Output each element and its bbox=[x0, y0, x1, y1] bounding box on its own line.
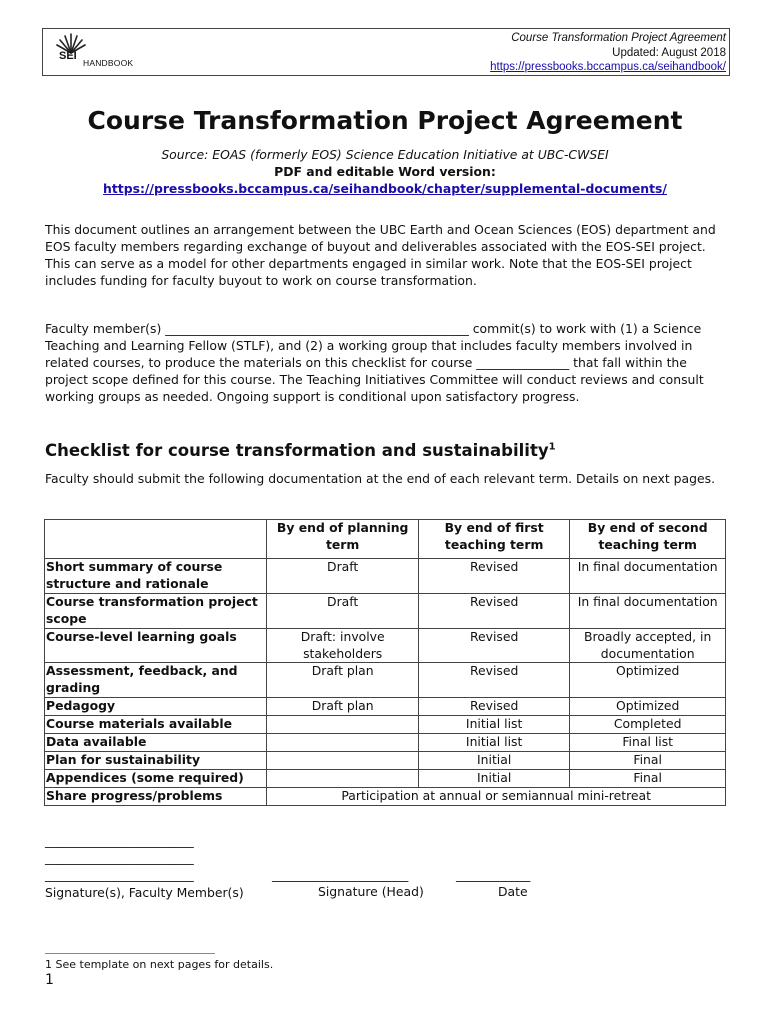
row-cell: Revised bbox=[418, 593, 569, 628]
row-cell: Initial list bbox=[418, 716, 569, 734]
row-cell: Revised bbox=[418, 628, 569, 663]
row-label: Appendices (some required) bbox=[45, 769, 267, 787]
table-row bbox=[45, 559, 726, 594]
head-signature-label: Signature (Head) bbox=[318, 884, 424, 900]
page-title: Course Transformation Project Agreement bbox=[87, 106, 683, 135]
row-cell: In final documentation bbox=[570, 593, 726, 628]
row-label: Data available bbox=[45, 734, 267, 752]
row-cell: Optimized bbox=[570, 698, 726, 716]
row-cell: Final bbox=[570, 751, 726, 769]
row-cell: Draft bbox=[267, 559, 419, 594]
table-row bbox=[45, 734, 726, 752]
row-cell bbox=[267, 769, 419, 787]
table-header-cell bbox=[45, 520, 267, 559]
commit-paragraph: Faculty member(s) _________________________________________________ commit(s) to work with (1) a Science Teaching and Learning Fellow (STLF), and (2) a working group that includes faculty members involved in related courses, to produce the materials on this checklist for course _______________ that fall within the project scope defined for this course. The Teaching Initiatives Committee will conduct reviews and consult working groups as needed. Ongoing support is conditional upon satisfactory progress. bbox=[45, 321, 704, 404]
checklist-intro: Faculty should submit the following documentation at the end of each relevant term. Details on next pages. bbox=[45, 471, 716, 486]
footnote-mark: 1 bbox=[548, 441, 556, 453]
source-block bbox=[0, 146, 770, 197]
table-header-row bbox=[45, 520, 726, 559]
pdf-line: PDF and editable Word version: bbox=[274, 164, 496, 179]
row-cell bbox=[267, 751, 419, 769]
table-row bbox=[45, 751, 726, 769]
row-label: Course-level learning goals bbox=[45, 628, 267, 663]
footnote: 1 See template on next pages for details. bbox=[45, 958, 274, 971]
row-cell: Revised bbox=[418, 559, 569, 594]
header-info bbox=[490, 31, 726, 75]
row-cell: Draft bbox=[267, 593, 419, 628]
faculty-signature-label: Signature(s), Faculty Member(s) bbox=[45, 884, 244, 900]
head-signature-block bbox=[272, 866, 424, 900]
checklist-heading-text: Checklist for course transformation and sustainability bbox=[45, 441, 549, 460]
row-cell bbox=[267, 734, 419, 752]
row-label: Short summary of course structure and rationale bbox=[45, 559, 267, 594]
logo-sei-text: SEI bbox=[59, 50, 77, 62]
row-cell: Draft plan bbox=[267, 698, 419, 716]
signature-line: ________________________ bbox=[45, 833, 194, 848]
date-line: ____________ bbox=[456, 867, 531, 882]
row-merged-value: Participation at annual or semiannual mini-retreat bbox=[267, 787, 726, 805]
header-updated: Updated: August 2018 bbox=[612, 46, 726, 59]
intro-paragraph: This document outlines an arrangement between the UBC Earth and Ocean Sciences (EOS) department and EOS faculty members regarding exchange of buyout and deliverables associated with the EOS-SEI project. This can serve as a model for other departments engaged in similar work. Note that the EOS-SEI project includes funding for faculty buyout to work on course transformation. bbox=[45, 222, 716, 288]
row-label: Pedagogy bbox=[45, 698, 267, 716]
row-cell: Optimized bbox=[570, 663, 726, 698]
signature-line: ________________________ bbox=[45, 850, 194, 866]
pdf-url-link[interactable]: https://pressbooks.bccampus.ca/seihandbook/chapter/supplemental-documents/ bbox=[103, 181, 667, 196]
row-cell: Initial bbox=[418, 751, 569, 769]
row-cell: Initial bbox=[418, 769, 569, 787]
table-row bbox=[45, 769, 726, 787]
row-label: Course transformation project scope bbox=[45, 593, 267, 628]
logo-handbook-text: HANDBOOK bbox=[83, 58, 134, 68]
footnote-divider bbox=[45, 953, 215, 954]
row-cell: Completed bbox=[570, 716, 726, 734]
table-row bbox=[45, 698, 726, 716]
row-label: Share progress/problems bbox=[45, 787, 267, 805]
row-cell: Initial list bbox=[418, 734, 569, 752]
date-block bbox=[456, 866, 530, 900]
header-doc-title: Course Transformation Project Agreement bbox=[511, 32, 726, 44]
table-row bbox=[45, 628, 726, 663]
row-cell: Final list bbox=[570, 734, 726, 752]
date-label: Date bbox=[498, 884, 528, 900]
row-label: Assessment, feedback, and grading bbox=[45, 663, 267, 698]
row-cell: Revised bbox=[418, 663, 569, 698]
table-row bbox=[45, 593, 726, 628]
row-cell: Broadly accepted, in documentation bbox=[570, 628, 726, 663]
table-body bbox=[45, 559, 726, 788]
row-cell bbox=[267, 716, 419, 734]
page-number: 1 bbox=[45, 972, 54, 988]
faculty-signature-block bbox=[45, 832, 244, 901]
checklist-heading bbox=[45, 441, 556, 460]
row-cell: Final bbox=[570, 769, 726, 787]
signature-line: ________________________ bbox=[45, 867, 194, 883]
table-row-share-progress bbox=[45, 787, 726, 805]
document-header bbox=[42, 28, 730, 76]
table-row bbox=[45, 663, 726, 698]
row-label: Plan for sustainability bbox=[45, 751, 267, 769]
header-url-link[interactable]: https://pressbooks.bccampus.ca/seihandbook/ bbox=[490, 61, 726, 73]
checklist-table bbox=[44, 519, 726, 806]
table-header-cell: By end of second teaching term bbox=[570, 520, 726, 559]
table-row bbox=[45, 716, 726, 734]
head-signature-line: ______________________ bbox=[272, 867, 409, 882]
row-cell: Revised bbox=[418, 698, 569, 716]
source-line: Source: EOAS (formerly EOS) Science Education Initiative at UBC-CWSEI bbox=[161, 147, 609, 162]
row-cell: Draft: involve stakeholders bbox=[267, 628, 419, 663]
table-header-cell: By end of planning term bbox=[267, 520, 419, 559]
row-label: Course materials available bbox=[45, 716, 267, 734]
row-cell: Draft plan bbox=[267, 663, 419, 698]
row-cell: In final documentation bbox=[570, 559, 726, 594]
table-header-cell: By end of first teaching term bbox=[418, 520, 569, 559]
sei-handbook-logo bbox=[45, 33, 155, 69]
